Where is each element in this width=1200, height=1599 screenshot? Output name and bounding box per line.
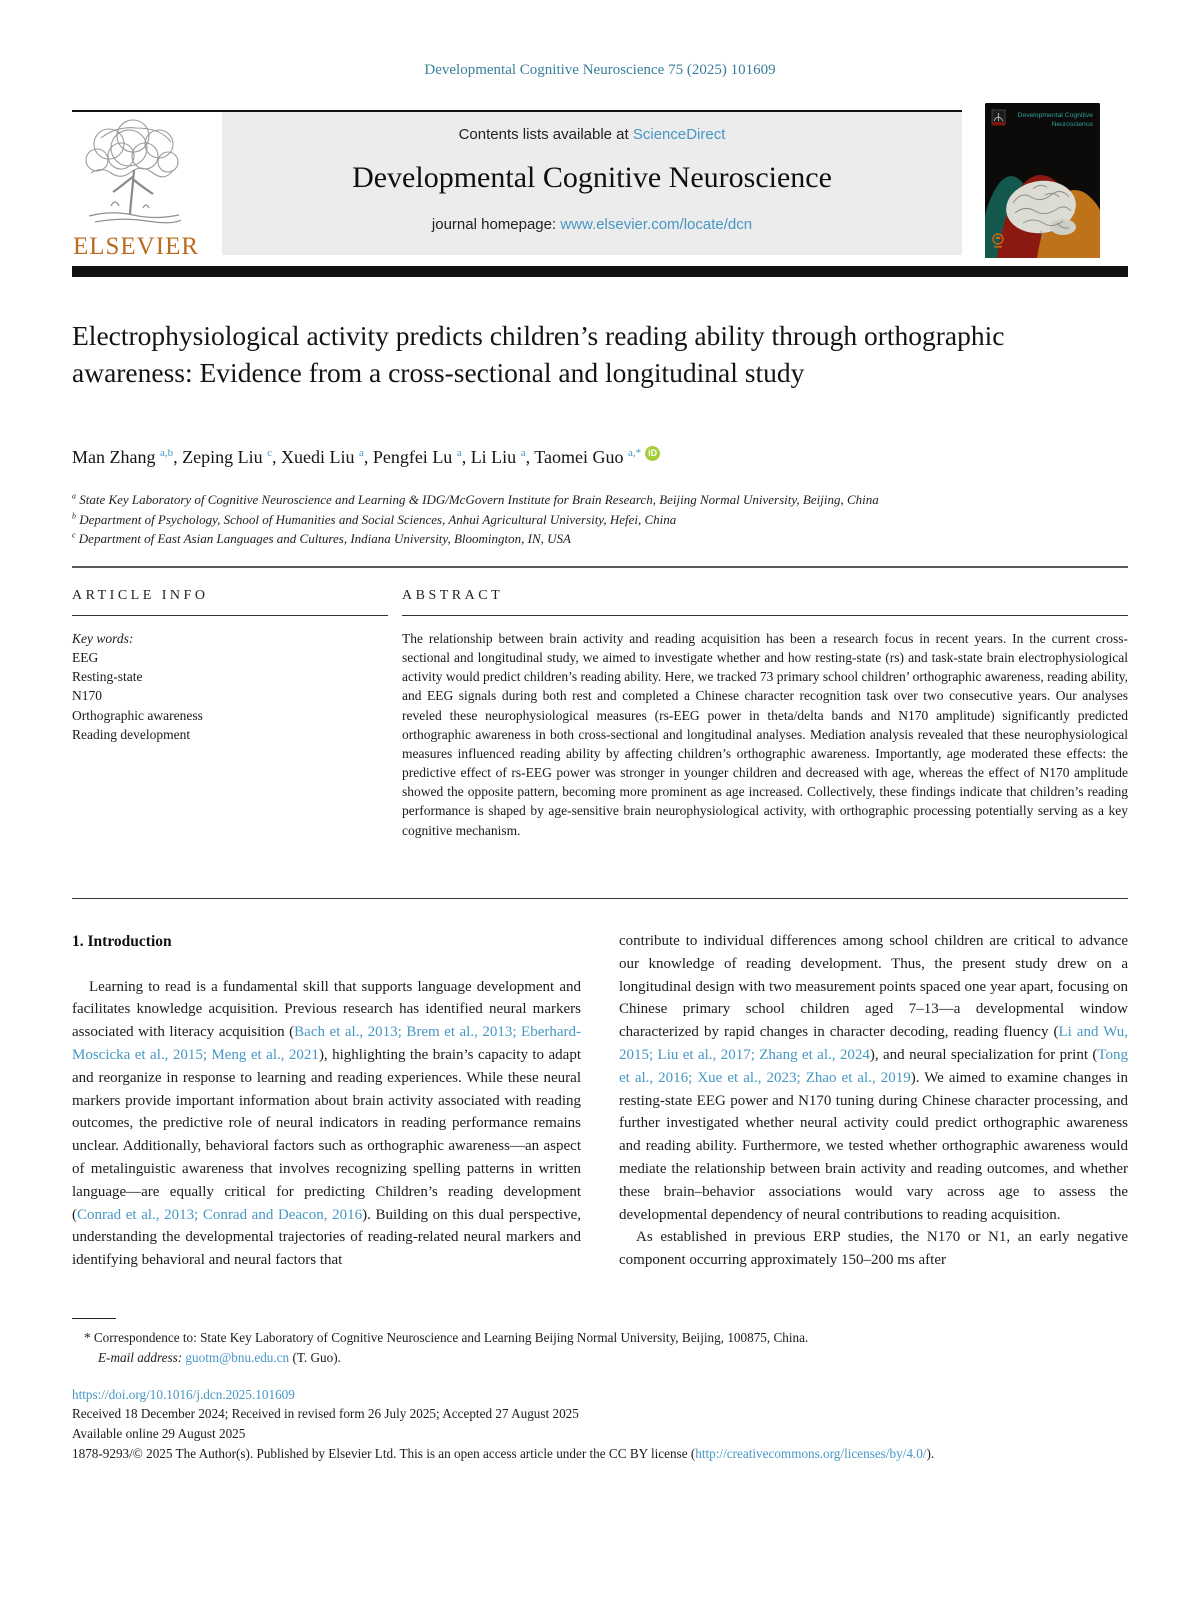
keyword-item: N170 — [72, 688, 102, 704]
running-head: Developmental Cognitive Neuroscience 75 (2025) 101609 — [424, 62, 776, 78]
keyword-item: Orthographic awareness — [72, 707, 203, 723]
authors-line — [72, 446, 660, 468]
footnote-rule — [72, 1318, 116, 1319]
affiliation-sup: a — [72, 491, 76, 501]
intro-col1-para: Learning to read is a fundamental skill that supports language development and facilitates knowledge acquisition. Previous research has identified neural markers associated with literacy acquisition (Bach et al., 2013; Brem et al., 2013; Eberhard-Moscicka et al., 2015; Meng et al., 2021), highlighting the brain’s capacity to adapt and reorganize in response to learning and reading experiences. While these neural markers provide important information about brain activity associated with reading outcomes, the predictive role of neural indicators in reading performance remains unclear. Additionally, behavioral factors such as orthographic awareness—an aspect of metalinguistic awareness that involves recognizing spelling patterns in written language—are equally critical for predicting Children’s reading development (Conrad et al., 2013; Conrad and Deacon, 2016). Building on this dual perspective, understanding the developmental trajectories of reading-related neural markers and identifying behavioral and neural factors that — [72, 978, 581, 1269]
received-line: Received 18 December 2024; Received in revised form 26 July 2025; Accepted 27 August 2025 — [72, 1406, 579, 1422]
intro-right-column — [619, 930, 1128, 1272]
cover-title-line1: Developmental Cognitive — [1017, 112, 1093, 119]
cover-title-line2: Neuroscience — [1051, 121, 1093, 128]
section-divider-rule — [72, 566, 1128, 568]
abstract-bottom-rule — [72, 898, 1128, 899]
contents-prefix: Contents lists available at — [458, 126, 633, 143]
affiliation-row — [72, 490, 879, 510]
journal-cover-art — [985, 103, 1100, 258]
cover-elsevier-mini-logo — [992, 110, 1005, 126]
elsevier-wordmark: ELSEVIER — [72, 233, 200, 260]
article-info-column — [72, 588, 388, 840]
journal-banner — [222, 112, 962, 255]
author-names: Man Zhang $^{a,b}$, Zeping Liu $^c$, Xuedi Liu $^a$, Pengfei Lu $^a$, Li Liu $^a$, Taomei Guo $^{a,*}$ — [72, 447, 642, 467]
journal-title: Developmental Cognitive Neuroscience — [352, 161, 832, 194]
contents-line — [222, 112, 962, 143]
intro-heading: 1. Introduction — [72, 933, 172, 950]
sciencedirect-link[interactable]: ScienceDirect — [632, 126, 726, 143]
elsevier-logo — [68, 118, 204, 261]
keyword-item: EEG — [72, 650, 99, 666]
keyword-item: Reading development — [72, 726, 191, 742]
affiliation-text: Department of East Asian Languages and Cultures, Indiana University, Bloomington, IN, USA — [78, 531, 571, 546]
elsevier-tree-icon — [71, 118, 201, 228]
intro-left-column — [72, 930, 581, 1272]
abstract-heading: ABSTRACT — [402, 588, 1128, 616]
article-title: Electrophysiological activity predicts children’s reading ability through orthographic awareness: Evidence from a cross-sectional and longitudinal study — [72, 320, 1005, 388]
affiliation-text: State Key Laboratory of Cognitive Neuroscience and Learning & IDG/McGovern Institute for Brain Research, Beijing Normal University, Beijing, China — [79, 492, 879, 507]
keyword-item: Resting-state — [72, 669, 143, 685]
abstract-text: The relationship between brain activity and reading acquisition has been a research focus in recent years. In the current cross-sectional and longitudinal study, we aimed to investigate whether and how resting-state (rs) and task-state brain electrophysiological activity would predict children’s reading ability. Here, we tracked 73 primary school children’ orthographic awareness, reading ability, and EEG signals during both rest and completed a Chinese character recognition task over two consecutive years. Our analyses reveled these neurophysiological measures (rs-EEG power in theta/delta bands and N170 amplitude) significantly predicted orthographic awareness in both cross-sectional and longitudinal analyses. Mediation analysis revealed that these neurophysiological measures influenced reading ability by affecting children’s orthographic awareness. Importantly, age moderated these effects: the predictive effect of rs-EEG power was stronger in younger children and decreased with age, whereas the effect of N170 amplitude showed the opposite pattern, becoming more prominent as age increased. Collectively, these findings indicate that children’s reading performance is shaped by age-sensitive brain neurophysiological activity, with orthographic processing potentially serving as a key cognitive mechanism. — [402, 631, 1128, 838]
article-info-heading: ARTICLE INFO — [72, 588, 388, 616]
license-line: 1878-9293/© 2025 The Author(s). Published by Elsevier Ltd. This is an open access article under the CC BY license (http://creativecommons.org/licenses/by/4.0/). — [72, 1445, 935, 1461]
affiliation-sup: c — [72, 530, 76, 540]
article-info-abstract-section — [72, 588, 1128, 840]
affiliation-row — [72, 510, 879, 530]
header-divider-bar — [72, 266, 1128, 277]
homepage-link[interactable]: www.elsevier.com/locate/dcn — [560, 216, 753, 233]
intro-col2-para2: As established in previous ERP studies, the N170 or N1, an early negative component occurring approximately 150–200 ms after — [619, 1229, 1128, 1269]
footnote-area — [72, 1318, 1128, 1464]
affiliation-row — [72, 529, 879, 549]
available-line: Available online 29 August 2025 — [72, 1426, 246, 1442]
orcid-icon[interactable]: iD — [645, 446, 660, 461]
homepage-prefix: journal homepage: — [431, 216, 561, 233]
homepage-line — [222, 216, 962, 233]
abstract-column — [402, 588, 1128, 840]
journal-cover — [985, 103, 1100, 258]
affiliation-sup: b — [72, 511, 76, 521]
introduction-section — [72, 930, 1128, 1272]
affiliations — [72, 490, 879, 549]
keywords-block — [72, 616, 388, 744]
doi-link[interactable]: https://doi.org/10.1016/j.dcn.2025.101609 — [72, 1386, 295, 1402]
affiliation-text: Department of Psychology, School of Humanities and Social Sciences, Anhui Agricultural University, Hefei, China — [79, 511, 677, 527]
keywords-label: Key words: — [72, 631, 134, 646]
email-line: E-mail address: guotm@bnu.edu.cn (T. Guo). — [98, 1349, 341, 1365]
correspondence-note: * Correspondence to: State Key Laboratory of Cognitive Neuroscience and Learning Beijing Normal University, Beijing, 100875, China. — [84, 1330, 809, 1345]
intro-col2-para1: contribute to individual differences among school children are critical to advance our knowledge of reading development. Thus, the present study drew on a longitudinal design with two measurement points spaced one year apart, focusing on Chinese primary school children aged 7–13—a developmental window characterized by rapid changes in character decoding, reading fluency (Li and Wu, 2015; Liu et al., 2017; Zhang et al., 2024), and neural specialization for print (Tong et al., 2016; Xue et al., 2023; Zhao et al., 2019). We aimed to examine changes in resting-state EEG power and N170 tuning during Chinese character processing, and further investigated whether neural activity could predict orthographic awareness and reading ability. Furthermore, we tested whether orthographic awareness would mediate the relationship between brain activity and reading outcomes, and whether these brain–behavior associations would vary across age to assess the developmental dependency of neural contributions to reading acquisition. — [619, 933, 1128, 1223]
